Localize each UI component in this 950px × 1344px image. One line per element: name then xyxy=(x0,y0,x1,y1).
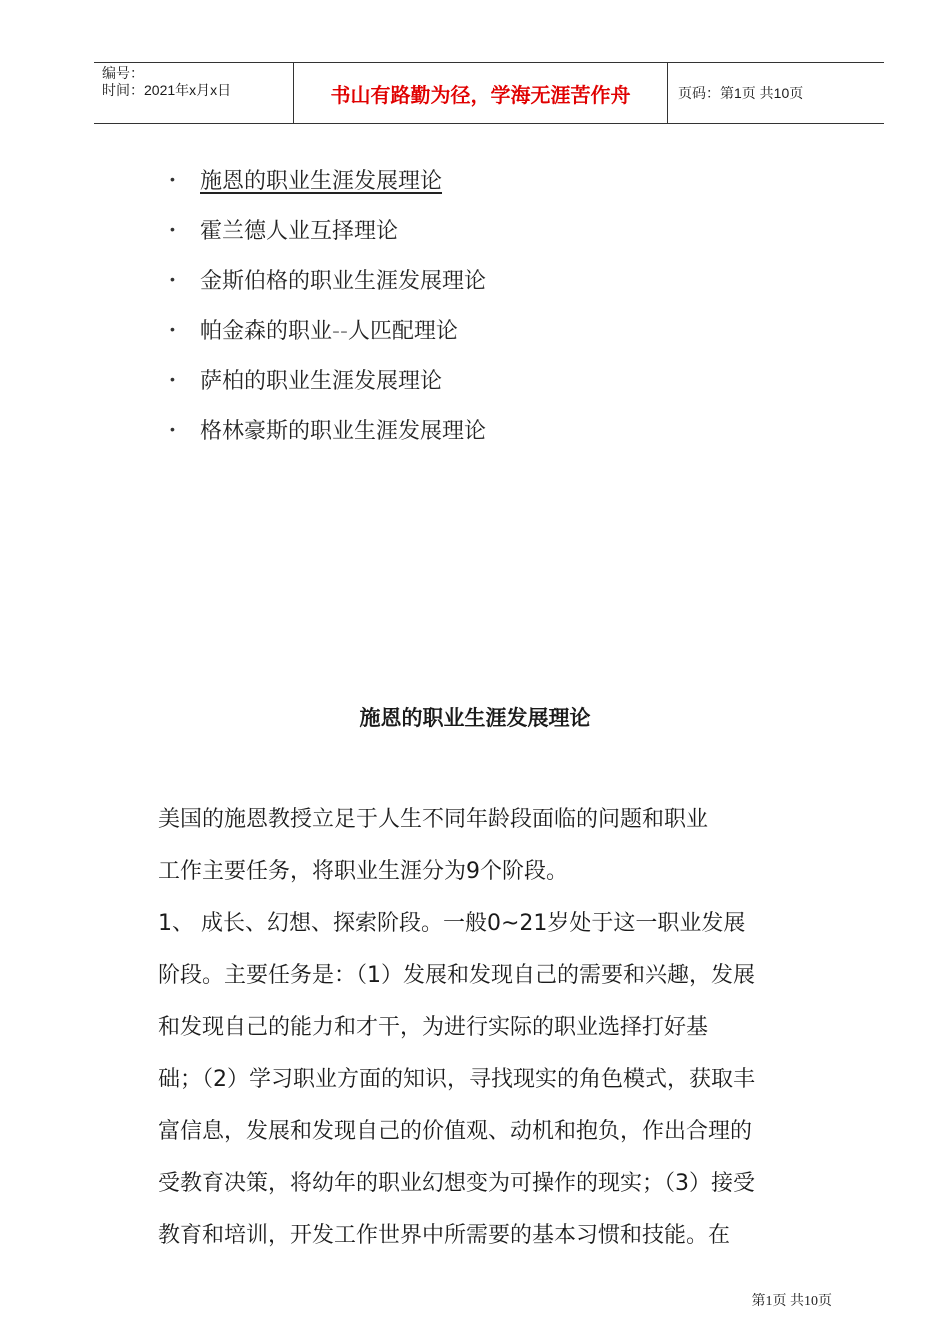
document-number-label: 编号： xyxy=(102,65,144,81)
toc-item-label: 帕金森的职业--人匹配理论 xyxy=(200,318,458,344)
toc-item-label: 格林豪斯的职业生涯发展理论 xyxy=(200,418,487,444)
page-header xyxy=(94,62,884,124)
toc-item xyxy=(170,204,486,254)
toc-list xyxy=(170,154,486,454)
toc-item-label: 萨柏的职业生涯发展理论 xyxy=(200,368,443,394)
section-body xyxy=(158,794,826,1262)
toc-item xyxy=(170,404,486,454)
page-footer: 第1页 共10页 xyxy=(751,1294,832,1309)
toc-item xyxy=(170,254,486,304)
document-time-label: 时间：2021年x月x日 xyxy=(102,82,232,98)
toc-item-link[interactable]: 施恩的职业生涯发展理论 xyxy=(200,168,443,194)
bullet-icon: • xyxy=(170,221,175,238)
toc-item[interactable] xyxy=(170,154,486,204)
toc-item-label: 霍兰德人业互择理论 xyxy=(200,218,399,244)
bullet-icon: • xyxy=(170,421,175,438)
bullet-icon: • xyxy=(170,271,175,288)
toc-item xyxy=(170,354,486,404)
bullet-icon: • xyxy=(170,171,175,188)
body-paragraph: 1、 成长、幻想、探索阶段。一般0~21岁处于这一职业发展 阶段。主要任务是：（1）发展和发现自己的需要和兴趣，发展 和发现自己的能力和才干，为进行实际的职业选择打好基 础；（2）学习职业方面的知识，寻找现实的角色模式，获取丰 富信息，发展和发现自己的价值观、动机和抱负，作出合理的 受教育决策，将幼年的职业幻想变为可操作的现实；（3）接受 教育和培训，开发工作世界中所需要的基本习惯和技能。在 xyxy=(158,911,755,1248)
header-motto: 书山有路勤为径，学海无涯苦作舟 xyxy=(294,63,668,123)
header-page-number: 页码：第1页 共10页 xyxy=(678,85,804,101)
section-title: 施恩的职业生涯发展理论 xyxy=(359,706,591,730)
toc-item xyxy=(170,304,486,354)
bullet-icon: • xyxy=(170,321,175,338)
bullet-icon: • xyxy=(170,371,175,388)
toc-item-label: 金斯伯格的职业生涯发展理论 xyxy=(200,268,487,294)
body-paragraph: 美国的施恩教授立足于人生不同年龄段面临的问题和职业 工作主要任务，将职业生涯分为9个阶段。 xyxy=(158,807,709,884)
header-meta xyxy=(94,63,294,123)
